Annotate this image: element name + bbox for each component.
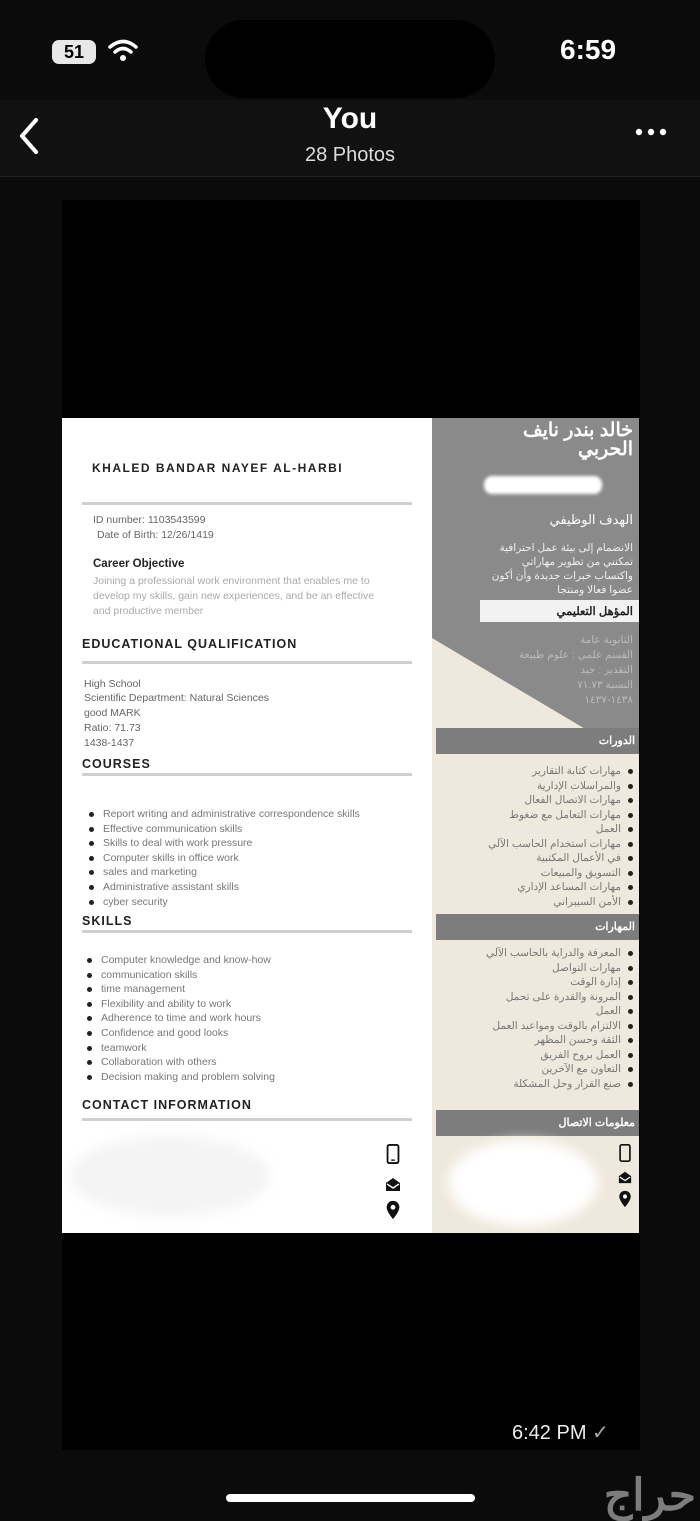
list-item: مهارات الاتصال الفعال [488, 793, 635, 808]
list-item: العمل [486, 1004, 635, 1019]
list-item: في الأعمال المكتبية [488, 851, 635, 866]
list-item: العمل بروح الفريق [486, 1048, 635, 1063]
edu-line: 1438-1437 [84, 737, 135, 749]
nav-bar [0, 100, 700, 177]
list-item: cyber security [86, 895, 360, 910]
location-pin-icon [618, 1190, 632, 1208]
resume-name: KHALED BANDAR NAYEF AL-HARBI [92, 461, 344, 475]
phone-icon [618, 1144, 632, 1162]
date-of-birth: Date of Birth: 12/26/1419 [97, 529, 214, 541]
wifi-icon [108, 38, 138, 62]
id-number: ID number: 1103543599 [93, 514, 206, 526]
arabic-name-line2: الحربي [578, 439, 633, 460]
list-item: communication skills [84, 968, 275, 983]
dynamic-island [205, 20, 495, 98]
edu-line: ١٤٣٨-١٤٣٧ [584, 694, 633, 706]
divider [82, 502, 412, 505]
list-item: Effective communication skills [86, 822, 360, 837]
list-item: time management [84, 982, 275, 997]
list-item: إدارة الوقت [486, 975, 635, 990]
list-item: العمل [488, 822, 635, 837]
skills-title: المهارات [595, 921, 635, 933]
edu-line: التقدير : جيد [580, 664, 633, 676]
list-item: مهارات المساعد الإداري [488, 880, 635, 895]
list-item: المعرفة والدراية بالحاسب الآلي [486, 946, 635, 961]
list-item: Collaboration with others [84, 1055, 275, 1070]
redaction-blur [70, 1136, 270, 1216]
list-item: Report writing and administrative correspondence skills [86, 807, 360, 822]
timestamp-text: 6:42 PM [512, 1422, 587, 1444]
courses-band [436, 728, 639, 754]
objective-line: تمكنني من تطوير مهاراتي [521, 556, 633, 568]
list-item: الأمن السيبراني [488, 895, 635, 910]
page-title: You [322, 102, 378, 135]
skills-band [436, 914, 639, 940]
list-item: Computer knowledge and know-how [84, 953, 275, 968]
skills-list [84, 953, 275, 1084]
list-item: Administrative assistant skills [86, 880, 360, 895]
arabic-skills-list [486, 946, 635, 1091]
resume-arabic-column [432, 418, 639, 1233]
list-item: التعاون مع الآخرين [486, 1062, 635, 1077]
courses-title: الدورات [598, 735, 635, 747]
skills-heading: SKILLS [82, 914, 133, 928]
courses-list [86, 807, 360, 909]
career-objective-text: Joining a professional work environment that enables me to develop my skills, gain new experiences, and be an effective and productive member [93, 575, 375, 617]
list-item: مهارات كتابة التقارير [488, 764, 635, 779]
contact-title: معلومات الاتصال [558, 1117, 635, 1129]
list-item: Decision making and problem solving [84, 1070, 275, 1085]
resume-photo[interactable] [62, 418, 639, 1233]
edu-title: المؤهل التعليمي [556, 606, 633, 618]
list-item: Flexibility and ability to work [84, 997, 275, 1012]
list-item: مهارات التعامل مع ضغوط [488, 808, 635, 823]
objective-title: الهدف الوظيفي [549, 512, 633, 527]
resume-english-column [62, 418, 432, 1233]
divider [82, 661, 412, 664]
arabic-courses-list [488, 764, 635, 909]
more-options-icon[interactable] [634, 122, 668, 142]
message-timestamp [512, 1420, 609, 1445]
education-heading: EDUCATIONAL QUALIFICATION [82, 637, 298, 651]
list-item: مهارات استخدام الحاسب الآلي [488, 837, 635, 852]
list-item: Skills to deal with work pressure [86, 836, 360, 851]
haraj-watermark-logo: حراج [603, 1471, 696, 1520]
list-item: Confidence and good looks [84, 1026, 275, 1041]
courses-heading: COURSES [82, 757, 151, 771]
email-icon [385, 1174, 401, 1194]
objective-line: واكتساب خبرات جديدة وأن أكون [491, 570, 633, 582]
divider [82, 930, 412, 933]
status-bar [0, 0, 700, 100]
list-item: التسويق والمبيعات [488, 866, 635, 881]
contact-heading: CONTACT INFORMATION [82, 1098, 252, 1112]
location-pin-icon [385, 1200, 401, 1220]
email-icon [618, 1170, 632, 1184]
edu-line: good MARK [84, 707, 141, 719]
edu-line: الثانوية عامة [579, 634, 633, 646]
list-item: sales and marketing [86, 865, 360, 880]
arabic-name-line1: خالد بندر نايف [522, 420, 633, 441]
list-item: الثقة وحسن المظهر [486, 1033, 635, 1048]
read-check-icon: ✓ [592, 1422, 609, 1444]
phone-icon [385, 1144, 401, 1164]
edu-line: Ratio: 71.73 [84, 722, 141, 734]
list-item: مهارات التواصل [486, 961, 635, 976]
list-item: Computer skills in office work [86, 851, 360, 866]
battery-icon: 51 [52, 40, 96, 64]
objective-line: عضوا فعالا ومنتجا [557, 584, 633, 596]
list-item: المرونة والقدرة على تحمل [486, 990, 635, 1005]
divider [82, 773, 412, 776]
edu-line: Scientific Department: Natural Sciences [84, 692, 269, 704]
photo-count: 28 Photos [304, 144, 396, 166]
objective-line: الانضمام إلى بيئة عمل احترافية [499, 542, 633, 554]
contact-band [436, 1110, 639, 1136]
list-item: Adherence to time and work hours [84, 1011, 275, 1026]
redaction-blur [448, 1140, 598, 1226]
redaction-scribble [484, 476, 602, 494]
list-item: الالتزام بالوقت ومواعيد العمل [486, 1019, 635, 1034]
edu-line: النسبة ٧١.٧٣ [577, 679, 633, 691]
career-objective-title: Career Objective [93, 558, 185, 570]
status-time: 6:59 [560, 34, 617, 65]
divider [82, 1118, 412, 1121]
home-indicator[interactable] [226, 1494, 475, 1502]
edu-line: High School [84, 678, 141, 690]
list-item: والمراسلات الإدارية [488, 779, 635, 794]
edu-line: القسم علمي : علوم طبيعة [519, 649, 633, 661]
list-item: صنع القرار وحل المشكلة [486, 1077, 635, 1092]
list-item: teamwork [84, 1041, 275, 1056]
